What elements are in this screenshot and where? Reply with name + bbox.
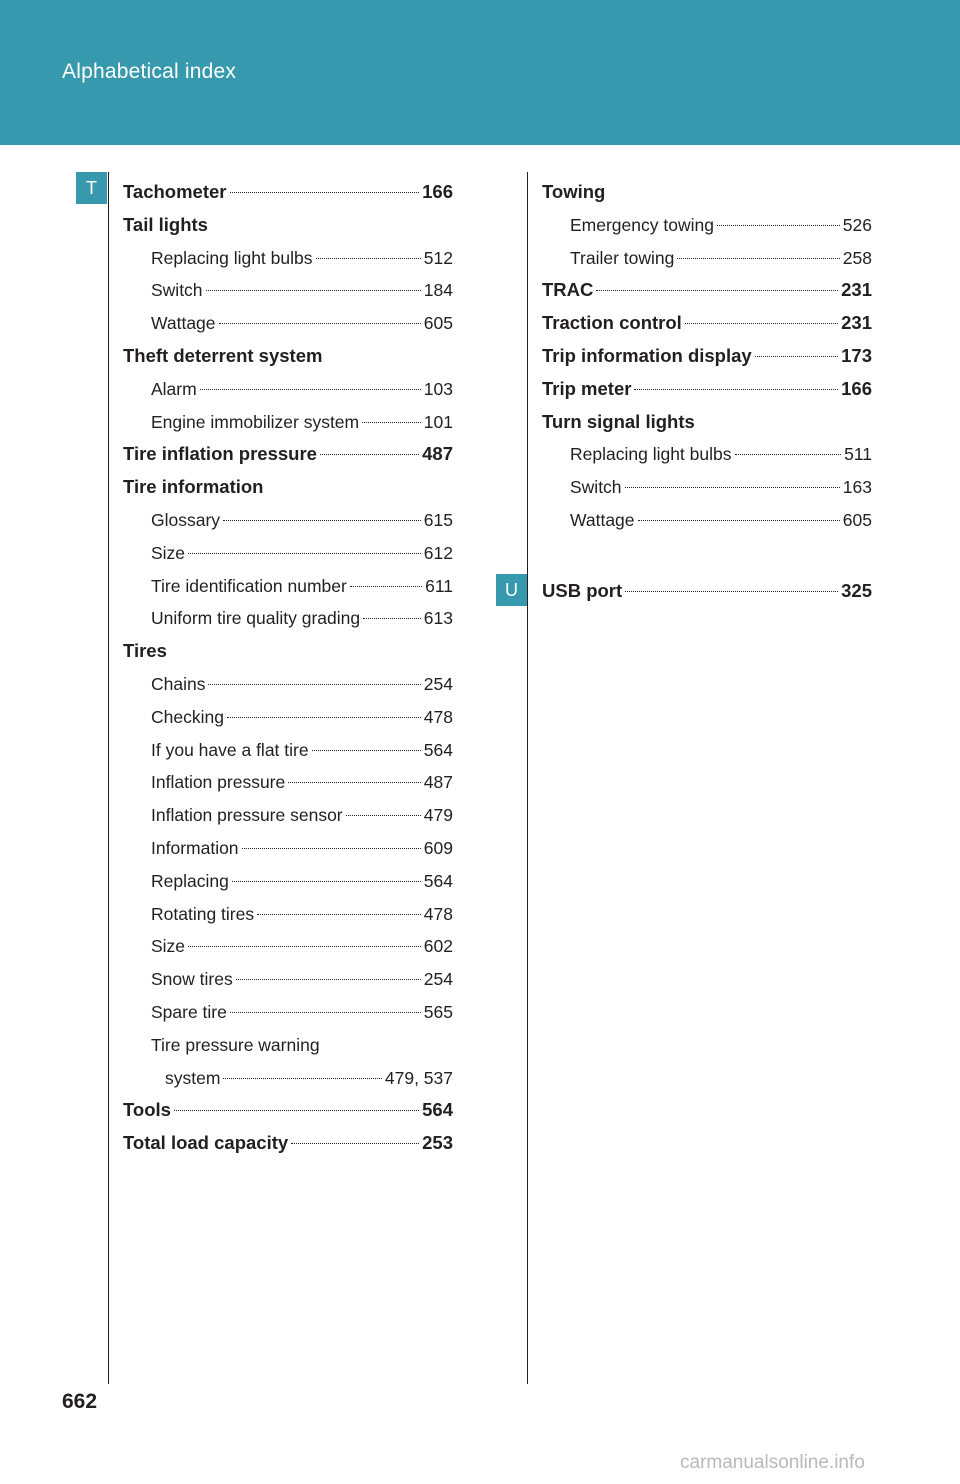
entry-page-ref[interactable]: 511 — [844, 444, 872, 465]
index-entry — [542, 340, 872, 373]
dot-leader — [230, 192, 420, 193]
index-entry — [542, 373, 872, 406]
dot-leader — [596, 290, 838, 291]
entry-page-ref[interactable]: 166 — [841, 377, 872, 399]
entry-page-ref[interactable]: 612 — [423, 542, 453, 563]
entry-label: Wattage — [570, 509, 635, 530]
entry-page-ref[interactable]: 231 — [841, 279, 872, 301]
entry-page-ref[interactable]: 512 — [423, 247, 453, 268]
letter-tab-u: U — [496, 574, 527, 606]
entry-label: Tire information — [123, 476, 264, 498]
index-entry — [123, 438, 453, 471]
entry-label: system — [165, 1067, 221, 1088]
entry-page-ref[interactable]: 487 — [422, 443, 453, 465]
dot-leader — [291, 1143, 419, 1144]
entry-page-ref[interactable]: 325 — [841, 579, 872, 601]
page-header — [0, 0, 960, 145]
entry-page-ref[interactable]: 479 — [423, 805, 453, 826]
dot-leader — [188, 946, 421, 947]
entry-label: Replacing light bulbs — [151, 247, 313, 268]
section-title: Alphabetical index — [62, 60, 237, 83]
index-entry — [123, 996, 453, 1029]
dot-leader — [755, 356, 838, 357]
entry-label: Switch — [570, 477, 622, 498]
entry-page-ref[interactable]: 564 — [423, 870, 453, 891]
entry-label: Tachometer — [123, 181, 227, 202]
index-column-right — [542, 176, 872, 608]
entry-page-ref[interactable]: 184 — [423, 280, 453, 301]
dot-leader — [677, 258, 839, 259]
index-entry — [123, 734, 453, 767]
dot-leader — [625, 487, 840, 488]
index-entry — [123, 1029, 453, 1062]
index-entry — [123, 602, 453, 635]
entry-page-ref[interactable]: 101 — [423, 411, 453, 432]
index-entry — [542, 575, 872, 608]
entry-label: Spare tire — [151, 1001, 227, 1022]
index-entry — [542, 176, 872, 209]
entry-label: Trip information display — [542, 344, 752, 366]
index-entry — [123, 373, 453, 406]
entry-label: Turn signal lights — [542, 410, 695, 432]
index-entry — [123, 340, 453, 373]
index-entry — [123, 799, 453, 832]
index-entry — [542, 504, 872, 537]
index-entry — [123, 930, 453, 963]
entry-page-ref[interactable]: 163 — [842, 477, 872, 498]
dot-leader — [223, 520, 421, 521]
entry-label: Emergency towing — [570, 214, 714, 235]
dot-leader — [242, 848, 421, 849]
index-entry — [123, 865, 453, 898]
section-gap — [542, 537, 872, 575]
index-entry — [542, 471, 872, 504]
dot-leader — [232, 881, 421, 882]
letter-tab-t: T — [76, 172, 107, 204]
entry-page-ref[interactable]: 605 — [842, 509, 872, 530]
index-entry — [123, 307, 453, 340]
index-entry — [542, 209, 872, 242]
dot-leader — [219, 323, 421, 324]
dot-leader — [257, 914, 421, 915]
entry-label: Glossary — [151, 509, 221, 530]
index-entry — [123, 766, 453, 799]
dot-leader — [625, 591, 838, 592]
index-entry — [123, 898, 453, 931]
entry-page-ref[interactable]: 565 — [423, 1001, 453, 1022]
entry-label: Rotating tires — [151, 903, 255, 924]
entry-label: Information — [151, 837, 239, 858]
entry-page-ref[interactable]: 564 — [422, 1099, 453, 1121]
index-entry — [542, 274, 872, 307]
dot-leader — [350, 586, 422, 587]
dot-leader — [223, 1078, 381, 1079]
entry-label: USB port — [542, 579, 623, 601]
entry-label: Theft deterrent system — [123, 344, 323, 366]
entry-page-ref[interactable]: 254 — [423, 673, 453, 694]
entry-label: Trip meter — [542, 377, 632, 399]
entry-page-ref[interactable]: 613 — [423, 608, 453, 629]
dot-leader — [362, 422, 421, 423]
index-entry — [123, 1094, 453, 1127]
entry-label: Switch — [151, 280, 203, 301]
entry-label: Tire inflation pressure — [123, 443, 317, 465]
entry-page-ref[interactable]: 478 — [423, 706, 453, 727]
entry-label: Size — [151, 542, 186, 563]
entry-label: Trailer towing — [570, 247, 675, 268]
dot-leader — [735, 454, 842, 455]
entry-page-ref[interactable]: 253 — [422, 1132, 453, 1154]
dot-leader — [638, 520, 840, 521]
entry-page-ref[interactable]: 173 — [841, 344, 872, 366]
index-entry — [123, 176, 453, 209]
entry-page-ref[interactable]: 564 — [423, 739, 453, 760]
entry-label: Total load capacity — [123, 1132, 289, 1154]
index-entry — [542, 406, 872, 439]
index-entry — [123, 274, 453, 307]
entry-page-ref[interactable]: 254 — [423, 969, 453, 990]
index-entry — [123, 570, 453, 603]
index-column-left — [123, 176, 453, 1160]
entry-page-ref[interactable]: 605 — [423, 313, 453, 334]
entry-label: Checking — [151, 706, 224, 727]
entry-label: Tail lights — [123, 213, 208, 235]
entry-page-ref[interactable]: 611 — [425, 575, 453, 596]
index-entry — [123, 668, 453, 701]
entry-label: Tire pressure warning — [151, 1034, 320, 1055]
dot-leader — [634, 389, 838, 390]
index-entry — [123, 963, 453, 996]
entry-label: Snow tires — [151, 969, 233, 990]
entry-label: Tools — [123, 1099, 171, 1121]
dot-leader — [685, 323, 838, 324]
index-entry — [123, 406, 453, 439]
index-entry — [123, 701, 453, 734]
entry-label: Towing — [542, 181, 606, 202]
index-entry — [123, 635, 453, 668]
entry-label: Replacing light bulbs — [570, 444, 732, 465]
index-entry — [123, 209, 453, 242]
index-entry — [123, 504, 453, 537]
column-divider — [527, 172, 528, 1384]
index-entry — [123, 832, 453, 865]
dot-leader — [174, 1110, 419, 1111]
entry-label: Chains — [151, 673, 206, 694]
entry-label: Inflation pressure — [151, 772, 286, 793]
dot-leader — [717, 225, 840, 226]
entry-page-ref[interactable]: 231 — [841, 312, 872, 334]
entry-label: Alarm — [151, 378, 197, 399]
entry-page-ref[interactable]: 479, 537 — [384, 1067, 453, 1088]
dot-leader — [188, 553, 421, 554]
watermark: carmanualsonline.info — [680, 1452, 865, 1473]
index-entry — [123, 242, 453, 275]
dot-leader — [363, 618, 421, 619]
entry-label: Inflation pressure sensor — [151, 805, 343, 826]
index-entry — [542, 438, 872, 471]
dot-leader — [316, 258, 421, 259]
dot-leader — [208, 684, 420, 685]
entry-label: Replacing — [151, 870, 229, 891]
entry-label: TRAC — [542, 279, 594, 301]
dot-leader — [206, 290, 421, 291]
index-entry — [123, 471, 453, 504]
entry-page-ref[interactable]: 258 — [842, 247, 872, 268]
entry-label: Tires — [123, 640, 167, 662]
left-margin-rule — [108, 172, 109, 1384]
entry-label: Size — [151, 936, 186, 957]
dot-leader — [288, 782, 421, 783]
dot-leader — [346, 815, 421, 816]
entry-page-ref[interactable]: 602 — [423, 936, 453, 957]
entry-page-ref[interactable]: 478 — [423, 903, 453, 924]
dot-leader — [230, 1012, 421, 1013]
index-entry — [123, 1062, 453, 1095]
entry-page-ref[interactable]: 609 — [423, 837, 453, 858]
index-entry — [123, 537, 453, 570]
dot-leader — [312, 750, 421, 751]
dot-leader — [200, 389, 421, 390]
entry-page-ref[interactable]: 615 — [423, 509, 453, 530]
entry-page-ref[interactable]: 487 — [423, 772, 453, 793]
index-entry — [542, 307, 872, 340]
entry-page-ref[interactable]: 526 — [842, 214, 872, 235]
index-entry — [123, 1127, 453, 1160]
entry-label: Traction control — [542, 312, 682, 334]
index-entry — [542, 242, 872, 275]
entry-page-ref[interactable]: 166 — [422, 181, 453, 202]
page-number: 662 — [62, 1390, 98, 1413]
entry-page-ref[interactable]: 103 — [423, 378, 453, 399]
entry-label: Tire identification number — [151, 575, 347, 596]
dot-leader — [320, 454, 419, 455]
entry-label: Uniform tire quality grading — [151, 608, 361, 629]
entry-label: If you have a flat tire — [151, 739, 309, 760]
entry-label: Engine immobilizer system — [151, 411, 360, 432]
dot-leader — [227, 717, 421, 718]
entry-label: Wattage — [151, 313, 216, 334]
dot-leader — [236, 979, 421, 980]
